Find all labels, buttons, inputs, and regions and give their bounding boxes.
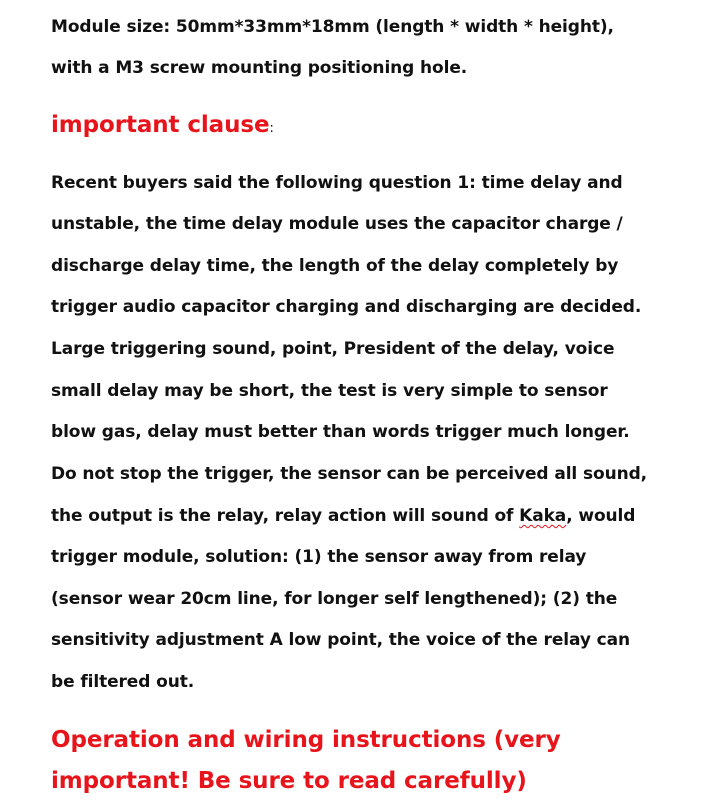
operation-heading-line1: Operation and wiring instructions (very <box>51 727 561 753</box>
operation-heading-line2: important! Be sure to read carefully) <box>51 768 527 794</box>
important-clause-heading-text: important clause <box>51 112 270 138</box>
paragraph-line: blow gas, delay must better than words trigger much longer. <box>51 422 630 442</box>
heading-colon: : <box>269 121 274 136</box>
paragraph-line: Recent buyers said the following question 1: time delay and <box>51 173 623 193</box>
paragraph-segment: the output is the relay, relay action will sound of <box>51 506 520 526</box>
module-size-line: Module size: 50mm*33mm*18mm (length * width * height), <box>51 17 614 37</box>
paragraph-line: small delay may be short, the test is very simple to sensor <box>51 381 608 401</box>
important-clause-heading <box>51 110 274 144</box>
paragraph-line: Do not stop the trigger, the sensor can be perceived all sound, <box>51 464 647 484</box>
paragraph-line: be filtered out. <box>51 672 195 692</box>
spellcheck-word: Kaka <box>519 506 567 526</box>
paragraph-line-kaka <box>51 505 635 527</box>
mounting-hole-line: with a M3 screw mounting positioning hole. <box>51 58 468 78</box>
paragraph-line: sensitivity adjustment A low point, the voice of the relay can <box>51 630 630 650</box>
paragraph-segment: , would <box>566 506 636 526</box>
paragraph-line: trigger module, solution: (1) the sensor away from relay <box>51 547 587 567</box>
paragraph-line: discharge delay time, the length of the delay completely by <box>51 256 619 276</box>
paragraph-line: trigger audio capacitor charging and discharging are decided. <box>51 297 642 317</box>
paragraph-line: Large triggering sound, point, President of the delay, voice <box>51 339 615 359</box>
paragraph-line: (sensor wear 20cm line, for longer self lengthened); (2) the <box>51 589 618 609</box>
paragraph-line: unstable, the time delay module uses the capacitor charge / <box>51 214 623 234</box>
